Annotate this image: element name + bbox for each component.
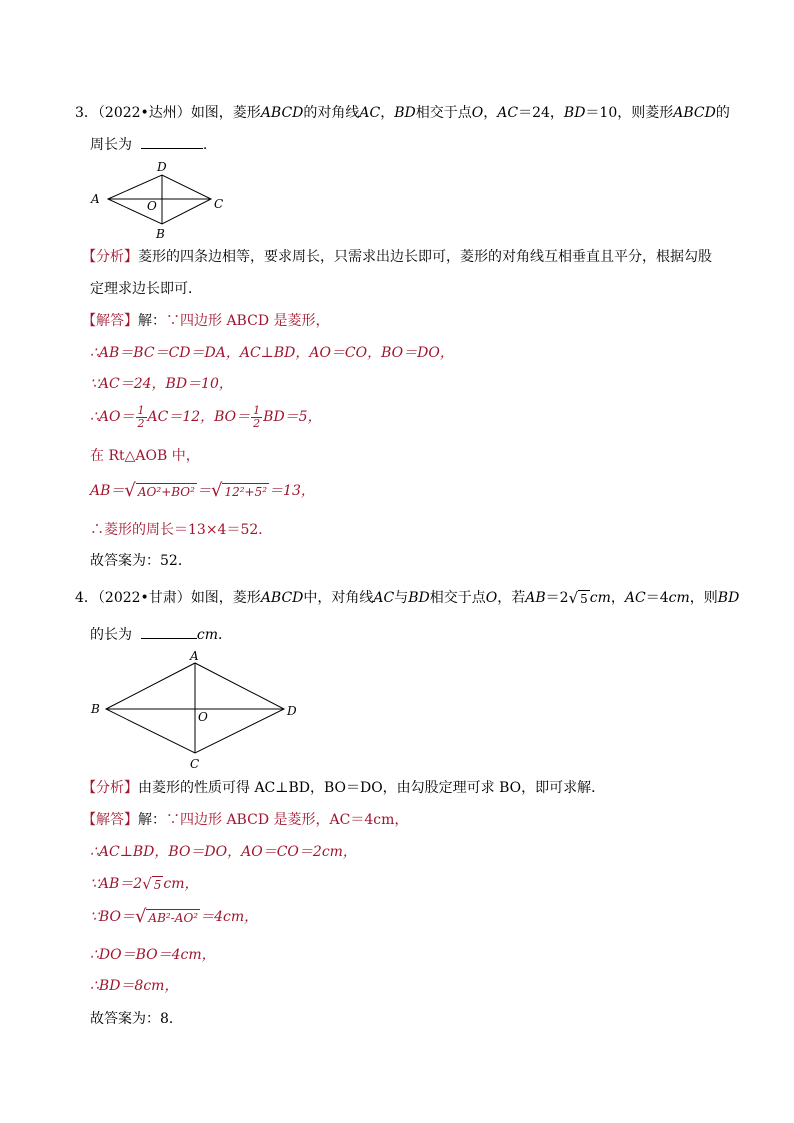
q3-fraction-den: 2 [253, 416, 261, 430]
q3-stem-text: 相交于点 [415, 105, 472, 121]
q3-stem-text: 如图，菱形 [190, 105, 261, 121]
q3-step-text: ＝13， [269, 483, 315, 499]
q4-step-root: ∵BO＝√ AB²-AO² ＝4cm， [90, 906, 259, 927]
q4-bd: BD [408, 590, 430, 606]
q3-fraction [251, 405, 262, 430]
q4-yu: 与 [394, 590, 409, 606]
q4-jie: 解： [138, 812, 166, 828]
q3-number: 3． [75, 105, 98, 121]
q4-cm: cm [668, 590, 690, 606]
q3-label-d: D [157, 160, 167, 174]
q4-step: ∴BD＝8cm， [90, 978, 179, 994]
q3-eq24: ＝24， [518, 105, 564, 121]
q3-step: ∵AC＝24，BD＝10， [90, 376, 233, 392]
q3-root: AO²+BO² [137, 484, 195, 499]
q3-analysis-text: 菱形的四条边相等，要求周长，只需求出边长即可，菱形的对角线互相垂直且平分，根据勾股 [138, 249, 712, 265]
q4-step-text: cm， [163, 876, 199, 892]
q3-fraction-den: 2 [137, 416, 145, 430]
q4-final-answer: 故答案为：8． [90, 1011, 183, 1027]
q3-stem-text: 的对角线 [303, 105, 360, 121]
q3-stem-line2 [90, 134, 207, 154]
q4-analysis-text: 由菱形的性质可得 AC⊥BD，BO＝DO，由勾股定理可求 BO，即可求解． [138, 780, 606, 796]
q4-rhombus-figure [86, 645, 306, 775]
q4-root: 5 [580, 591, 588, 606]
q4-abcd: ABCD [260, 590, 304, 606]
q4-ac: AC [624, 590, 646, 606]
q3-de: 的 [715, 105, 730, 121]
q4-step: ∴DO＝BO＝4cm， [90, 947, 216, 963]
q4-label-b: B [91, 702, 100, 716]
q3-comma: ， [380, 105, 395, 121]
q4-ac: AC [373, 590, 395, 606]
q3-label-o: O [147, 199, 157, 213]
q3-answer-line1 [82, 312, 330, 330]
q4-label-c: C [190, 757, 200, 771]
q4-step-text: ∵BO＝ [90, 909, 135, 925]
q3-step-text: AB＝ [90, 483, 125, 499]
q3-jie: 解： [138, 313, 166, 329]
q4-step-text: ＝4cm， [200, 909, 259, 925]
q3-label-b: B [156, 227, 165, 240]
q4-cm: cm [589, 590, 611, 606]
q4-root: AB²-AO² [148, 910, 199, 925]
q4-cm: cm [196, 627, 219, 643]
q3-step: ∴AB＝BC＝CD＝DA，AC⊥BD，AO＝CO，BO＝DO， [90, 345, 454, 361]
q4-answer-blank[interactable] [141, 624, 197, 639]
q3-analysis-text: 定理求边长即可． [90, 281, 202, 297]
q4-o: O [485, 590, 498, 606]
q3-step-roots: AB＝√ AO²+BO² ＝√ 12²+5² ＝13， [90, 480, 315, 501]
q4-eq2: ＝2 [545, 590, 569, 606]
q3-answer-tag: 【解答】 [82, 313, 138, 329]
q3-fraction [136, 405, 147, 430]
q3-step-text: AC＝12，BO＝ [147, 409, 251, 425]
q4-step: ∵四边形 ABCD 是菱形，AC＝4cm， [166, 812, 409, 828]
q4-stem-line1: 4．（2022•甘肃）如图，菱形ABCD中，对角线AC与BD相交于点O，若AB＝2√ 5 cm，AC＝4cm，则BD [75, 589, 740, 607]
q4-eq4: ＝4 [645, 590, 669, 606]
q4-period: ． [218, 627, 233, 643]
q4-stem-text: 的长为 [90, 627, 132, 643]
q3-analysis-tag: 【分析】 [82, 249, 138, 265]
q4-number: 4． [75, 590, 98, 606]
q4-stem-text: 相交于点 [429, 590, 486, 606]
q3-period: . [202, 137, 208, 153]
q3-final-answer: 故答案为：52． [90, 553, 192, 569]
q4-step-text: ∵AB＝2 [90, 876, 143, 892]
q4-answer-line1 [82, 811, 408, 829]
q3-o: O [471, 105, 484, 121]
q4-label-d: D [287, 704, 297, 718]
q3-bd: BD [394, 105, 416, 121]
q4-stem-text: 中，对角线 [303, 590, 374, 606]
q3-step-text: BD＝5， [263, 409, 322, 425]
q4-stem-text: 如图，菱形 [190, 590, 261, 606]
q3-label-c: C [214, 197, 224, 211]
q3-comma: ， [483, 105, 498, 121]
q4-analysis-line [82, 779, 605, 797]
q3-step-text: ＝ [196, 483, 211, 499]
q4-step-root: ∵AB＝2√ 5 cm， [90, 875, 199, 893]
q4-analysis-tag: 【分析】 [82, 780, 138, 796]
q4-ruo: ，若 [497, 590, 526, 606]
q3-analysis-line2 [90, 280, 202, 298]
q4-label-o: O [198, 710, 208, 724]
q3-cond-ac: AC [497, 105, 519, 121]
q4-stem-line2 [90, 624, 232, 644]
q3-rhombus-figure [86, 158, 236, 240]
q3-step: 在 Rt△AOB 中， [90, 448, 200, 464]
q3-label-a: A [91, 192, 100, 206]
q3-analysis-line1 [82, 248, 712, 266]
q4-label-a: A [190, 649, 199, 663]
q4-root: 5 [153, 877, 162, 892]
q3-fraction-num: 1 [137, 403, 145, 417]
q3-abcd: ABCD [260, 105, 304, 121]
q3-fraction-num: 1 [253, 403, 261, 417]
q4-ab: AB [525, 590, 546, 606]
q3-cond-bd: BD [563, 105, 586, 121]
q3-root: 12²+5² [224, 484, 268, 499]
q3-step: ∵四边形 ABCD 是菱形， [166, 313, 330, 329]
q3-stem-line1 [75, 104, 730, 122]
q4-source: （2022•甘肃） [97, 590, 191, 606]
q3-answer-blank[interactable] [141, 134, 203, 149]
q4-ze: ，则 [689, 590, 718, 606]
q4-bd: BD [717, 590, 740, 606]
q4-answer-tag: 【解答】 [82, 812, 138, 828]
q3-ac: AC [359, 105, 381, 121]
q4-comma: ， [610, 590, 625, 606]
q3-abcd: ABCD [673, 105, 716, 121]
q3-step-text: ∴AO＝ [90, 409, 135, 425]
q4-step: ∴AC⊥BD，BO＝DO，AO＝CO＝2cm， [90, 844, 357, 860]
q3-stem-text: 周长为 [90, 137, 132, 153]
q3-step-fractions [90, 404, 322, 430]
q3-source: （2022•达州） [97, 105, 191, 121]
q3-eq10: ＝10，则菱形 [585, 105, 674, 121]
q3-step: ∴菱形的周长＝13×4＝52． [90, 522, 273, 538]
